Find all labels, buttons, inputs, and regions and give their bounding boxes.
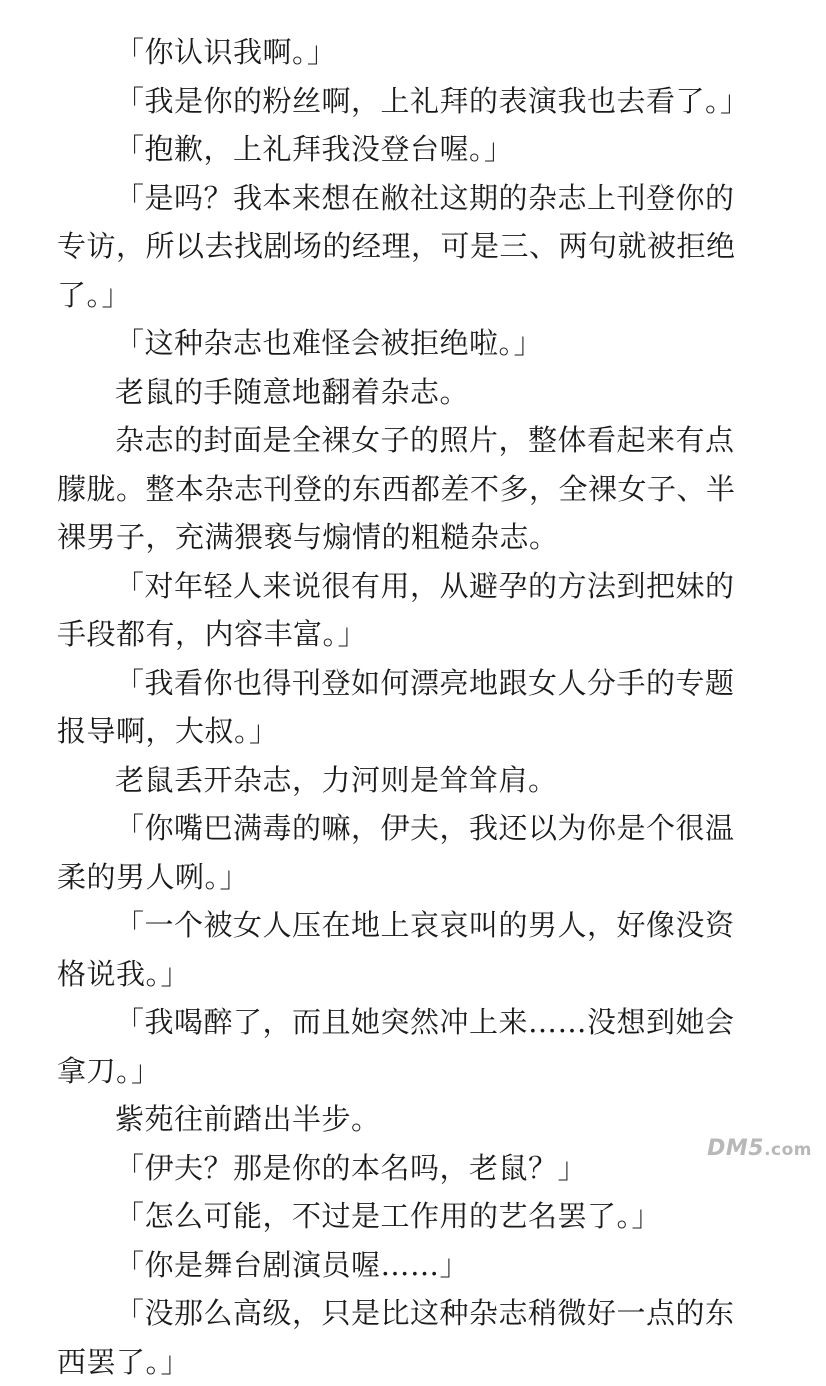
paragraph: 「我喝醉了，而且她突然冲上来……没想到她会拿刀。」 <box>57 1005 735 1088</box>
paragraph: 「这种杂志也难怪会被拒绝啦。」 <box>115 326 544 360</box>
paragraph: 「怎么可能，不过是工作用的艺名罢了。」 <box>115 1199 662 1233</box>
paragraph: 「你认识我啊。」 <box>115 35 337 69</box>
paragraph: 「你嘴巴满毒的嘛，伊夫，我还以为你是个很温柔的男人咧。」 <box>57 811 735 894</box>
paragraph: 杂志的封面是全裸女子的照片，整体看起来有点朦胧。整本杂志刊登的东西都差不多，全裸女子、半裸男子，充满猥亵与煽情的粗糙杂志。 <box>57 423 736 554</box>
paragraph: 「一个被女人压在地上哀哀叫的男人，好像没资格说我。」 <box>57 908 735 991</box>
paragraph: 「没那么高级，只是比这种杂志稍微好一点的东西罢了。」 <box>57 1296 735 1379</box>
paragraph: 紫苑往前踏出半步。 <box>115 1102 381 1136</box>
paragraph: 「我看你也得刊登如何漂亮地跟女人分手的专题报导啊，大叔。」 <box>57 665 735 748</box>
paragraph: 老鼠丢开杂志，力河则是耸耸肩。 <box>115 762 558 797</box>
watermark-suffix: .com <box>764 1140 812 1160</box>
paragraph: 「对年轻人来说很有用，从避孕的方法到把妹的手段都有，内容丰富。」 <box>57 568 735 651</box>
paragraph: 「你是舞台剧演员喔……」 <box>115 1247 470 1282</box>
watermark-logo <box>707 1136 812 1161</box>
paragraph: 「抱歉，上礼拜我没登台喔。」 <box>115 132 514 166</box>
paragraph: 「是吗？我本来想在敝社这期的杂志上刊登你的专访，所以去找剧场的经理，可是三、两句就被拒绝了。」 <box>57 180 736 312</box>
paragraph: 「伊夫？那是你的本名吗，老鼠？」 <box>115 1150 588 1185</box>
watermark-brand: DM5 <box>707 1136 765 1161</box>
page-text <box>57 28 757 1386</box>
paragraph: 老鼠的手随意地翻着杂志。 <box>115 374 470 409</box>
paragraph: 「我是你的粉丝啊，上礼拜的表演我也去看了。」 <box>115 83 750 118</box>
